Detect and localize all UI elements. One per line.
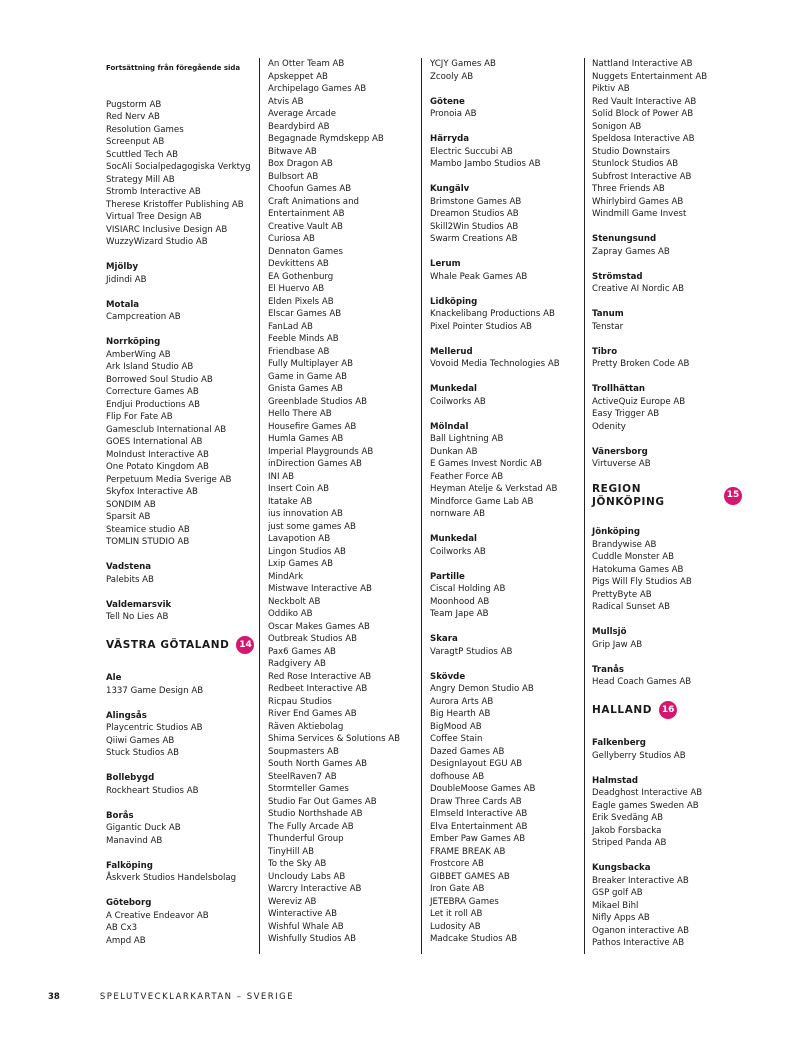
- company-name: Mindforce Game Lab AB: [430, 496, 534, 507]
- company-name: Wereviz AB: [268, 896, 317, 907]
- page-footer: [48, 992, 294, 1002]
- company-name: Lavapotion AB: [268, 534, 331, 544]
- company-name: Scuttled Tech AB: [106, 149, 178, 160]
- company-name: Ark Island Studio AB: [106, 362, 194, 372]
- company-name: Qiiwi Games AB: [106, 735, 175, 746]
- company-name: Odenity: [592, 421, 626, 432]
- company-name: Apskeppet AB: [268, 71, 328, 82]
- company-name: AmberWing AB: [106, 349, 171, 360]
- company-name: Pugstorm AB: [106, 99, 162, 110]
- company-name: Borrowed Soul Studio AB: [106, 374, 213, 385]
- company-name: GSP golf AB: [592, 888, 643, 898]
- company-name: Wishfully Studios AB: [268, 934, 357, 944]
- company-name: Vovoid Media Technologies AB: [430, 359, 560, 369]
- company-name: Thunderful Group: [268, 834, 344, 844]
- city-heading: Vadstena: [106, 562, 152, 572]
- city-group: [430, 571, 580, 621]
- company-name: Let it roll AB: [430, 909, 483, 919]
- company-name: Brimstone Games AB: [430, 196, 522, 207]
- company-name: Mikael Bihl: [592, 900, 639, 911]
- city-heading: Skövde: [430, 671, 466, 682]
- company-name: FRAME BREAK AB: [430, 846, 506, 857]
- company-name: Playcentric Studios AB: [106, 723, 203, 733]
- company-name: Stromb Interactive AB: [106, 187, 201, 197]
- company-name: Piktiv AB: [592, 84, 630, 94]
- company-name: Ember Paw Games AB: [430, 834, 526, 844]
- company-name: Housefire Games AB: [268, 421, 357, 432]
- city-heading: Munkedal: [430, 534, 477, 544]
- city-group: [592, 308, 742, 333]
- city-group: [430, 296, 580, 334]
- company-name: Team Jape AB: [430, 609, 489, 619]
- column-divider: [584, 58, 585, 954]
- company-name: inDirection Games AB: [268, 459, 362, 469]
- city-group: [592, 526, 742, 614]
- city-heading: Bollebygd: [106, 773, 155, 783]
- company-name: Shima Services & Solutions AB: [268, 734, 401, 744]
- company-name: Mistwave Interactive AB: [268, 584, 372, 594]
- company-name: To the Sky AB: [268, 859, 327, 869]
- company-name: Pronoia AB: [430, 109, 477, 119]
- company-name: Insert Coin AB: [268, 484, 329, 494]
- city-group: [592, 346, 742, 371]
- company-name: Windmill Game Invest: [592, 209, 687, 219]
- company-name: Curiosa AB: [268, 234, 315, 244]
- company-name: VISIARC Inclusive Design AB: [106, 224, 228, 235]
- company-name: Studio Downstairs: [592, 146, 670, 157]
- city-group: [106, 599, 256, 624]
- city-heading: Falkenberg: [592, 738, 646, 748]
- city-heading: Valdemarsvik: [106, 599, 172, 610]
- company-name: Perpetuum Media Sverige AB: [106, 474, 232, 485]
- company-name: South North Games AB: [268, 759, 368, 769]
- city-group: [106, 810, 256, 848]
- company-name: Solid Block of Power AB: [592, 109, 694, 119]
- company-name: Craft Animations and: [268, 196, 359, 207]
- company-name: Sonigon AB: [592, 121, 642, 132]
- company-name: dofhouse AB: [430, 771, 485, 782]
- company-name: An Otter Team AB: [268, 59, 345, 69]
- company-name: Average Arcade: [268, 109, 336, 119]
- company-name: Grip Jaw AB: [592, 639, 643, 650]
- company-name: Radgivery AB: [268, 659, 326, 669]
- company-name: AB Cx3: [106, 923, 138, 933]
- company-name: Atvis AB: [268, 96, 304, 107]
- company-name: ius innovation AB: [268, 509, 343, 519]
- city-heading: Skara: [430, 634, 458, 644]
- company-name: MoIndust Interactive AB: [106, 449, 209, 460]
- company-name: SONDIM AB: [106, 499, 156, 510]
- company-name: Therese Kristoffer Publishing AB: [106, 199, 244, 210]
- company-name: Feather Force AB: [430, 471, 504, 482]
- city-group: [106, 99, 256, 249]
- company-name: Winteractive AB: [268, 909, 337, 919]
- company-name: Skyfox Interactive AB: [106, 487, 198, 497]
- company-name: Feeble Minds AB: [268, 334, 339, 344]
- city-heading: Alingsås: [106, 710, 147, 721]
- company-name: Iron Gate AB: [430, 884, 485, 894]
- city-group: [430, 533, 580, 558]
- city-heading: Mullsjö: [592, 627, 627, 637]
- company-name: Itatake AB: [268, 496, 313, 507]
- company-name: Neckbolt AB: [268, 596, 321, 607]
- city-group: [592, 775, 742, 850]
- company-name: Pixel Pointer Studios AB: [430, 321, 532, 332]
- company-name: Tenstar: [592, 321, 624, 332]
- city-group: [592, 58, 742, 221]
- company-name: El Huervo AB: [268, 284, 325, 294]
- city-heading: Ale: [106, 673, 122, 683]
- company-name: Åskverk Studios Handelsbolag: [106, 873, 237, 883]
- company-name: Big Hearth AB: [430, 709, 491, 719]
- company-name: Knackelibang Productions AB: [430, 309, 555, 319]
- city-heading: Falköping: [106, 860, 153, 871]
- region-number-badge: 15: [724, 487, 742, 505]
- city-group: [430, 133, 580, 171]
- company-name: Studio Far Out Games AB: [268, 796, 377, 807]
- column-divider: [259, 58, 260, 954]
- company-name: Cuddle Monster AB: [592, 552, 675, 562]
- company-name: The Fully Arcade AB: [268, 821, 354, 832]
- company-name: Campcreation AB: [106, 312, 181, 322]
- company-name: Whirlybird Games AB: [592, 196, 684, 207]
- city-group: [106, 299, 256, 324]
- company-name: Gamesclub International AB: [106, 424, 227, 435]
- city-group: [430, 96, 580, 121]
- city-heading: Mjölby: [106, 262, 139, 272]
- city-group: [430, 383, 580, 408]
- company-name: Whale Peak Games AB: [430, 271, 528, 282]
- city-group: [592, 446, 742, 471]
- company-name: Stuck Studios AB: [106, 748, 180, 758]
- city-group: [592, 737, 742, 762]
- continuation-note: Fortsättning från föregående sida: [106, 64, 241, 72]
- company-name: Dreamon Studios AB: [430, 209, 519, 219]
- company-name: Oganon interactive AB: [592, 925, 690, 936]
- company-name: Lingon Studios AB: [268, 546, 346, 557]
- company-name: Coilworks AB: [430, 396, 486, 407]
- company-name: Beardybird AB: [268, 121, 330, 132]
- company-name: Heyman Atelje & Verkstad AB: [430, 484, 558, 494]
- city-group: [106, 261, 256, 286]
- company-name: Coffee Stain: [430, 734, 483, 744]
- company-name: Red Rose Interactive AB: [268, 671, 372, 682]
- city-heading: Norrköping: [106, 337, 161, 347]
- column-2: [268, 58, 418, 958]
- company-name: Creative AI Nordic AB: [592, 284, 685, 294]
- city-heading: Tanum: [592, 309, 624, 319]
- company-name: Breaker Interactive AB: [592, 875, 689, 886]
- company-name: Moonhood AB: [430, 596, 490, 607]
- company-name: Flip For Fate AB: [106, 412, 173, 422]
- city-group: [106, 672, 256, 697]
- company-name: Three Friends AB: [592, 184, 665, 194]
- company-name: Ciscal Holding AB: [430, 584, 506, 594]
- company-name: Ricpau Studios: [268, 696, 332, 707]
- city-group: [268, 58, 418, 946]
- company-name: Jidindi AB: [106, 274, 147, 285]
- company-name: Head Coach Games AB: [592, 677, 692, 687]
- company-name: Hello There AB: [268, 409, 332, 419]
- company-name: Pigs Will Fly Studios AB: [592, 577, 692, 587]
- city-heading: Göteborg: [106, 898, 152, 908]
- city-heading: Tibro: [592, 346, 618, 357]
- company-name: Gigantic Duck AB: [106, 823, 181, 833]
- company-name: Pathos Interactive AB: [592, 938, 685, 948]
- company-name: JETEBRA Games: [430, 896, 499, 907]
- city-heading: Motala: [106, 299, 140, 310]
- city-heading: Härryda: [430, 134, 470, 144]
- company-name: just some games AB: [268, 521, 356, 532]
- city-heading: Trollhättan: [592, 384, 646, 394]
- company-name: Brandywise AB: [592, 539, 657, 550]
- region-name: HALLAND: [592, 703, 653, 716]
- company-name: Pretty Broken Code AB: [592, 359, 690, 369]
- city-group: [106, 561, 256, 586]
- city-group: [592, 383, 742, 433]
- city-heading: Strömstad: [592, 271, 643, 282]
- column-divider: [421, 58, 422, 954]
- city-group: [106, 897, 256, 947]
- company-name: Elscar Games AB: [268, 309, 342, 319]
- column-4: [592, 58, 742, 962]
- company-name: Electric Succubi AB: [430, 146, 513, 157]
- company-name: TinyHill AB: [268, 846, 315, 857]
- company-name: Gellyberry Studios AB: [592, 750, 686, 761]
- city-group: [430, 633, 580, 658]
- company-name: Resolution Games: [106, 124, 184, 135]
- company-name: Elmseld Interactive AB: [430, 809, 528, 819]
- company-name: Bitwave AB: [268, 146, 317, 157]
- company-name: Rockheart Studios AB: [106, 785, 199, 796]
- company-name: Madcake Studios AB: [430, 934, 518, 944]
- company-name: nornware AB: [430, 509, 485, 519]
- company-name: Stunlock Studios AB: [592, 159, 679, 169]
- company-name: Bulbsort AB: [268, 171, 319, 182]
- company-name: FanLad AB: [268, 321, 313, 332]
- company-name: WuzzyWizard Studio AB: [106, 237, 208, 247]
- company-name: ActiveQuiz Europe AB: [592, 396, 686, 407]
- company-name: River End Games AB: [268, 709, 357, 719]
- city-heading: Partille: [430, 571, 465, 582]
- city-heading: Mölndal: [430, 421, 469, 432]
- company-name: Aurora Arts AB: [430, 696, 494, 707]
- company-name: Archipelago Games AB: [268, 84, 367, 94]
- company-name: PrettyByte AB: [592, 589, 652, 600]
- company-name: Wishful Whale AB: [268, 921, 344, 932]
- company-name: Speldosa Interactive AB: [592, 134, 695, 144]
- company-name: Ampd AB: [106, 935, 146, 946]
- column-3: [430, 58, 580, 958]
- company-name: Designlayout EGU AB: [430, 759, 523, 769]
- company-name: Palebits AB: [106, 574, 154, 585]
- company-name: Gnista Games AB: [268, 384, 343, 394]
- company-name: Tell No Lies AB: [106, 612, 169, 622]
- company-name: Striped Panda AB: [592, 838, 667, 848]
- company-name: Subfrost Interactive AB: [592, 171, 692, 182]
- city-group: [592, 233, 742, 258]
- company-name: Nifly Apps AB: [592, 913, 650, 923]
- company-name: Uncloudy Labs AB: [268, 871, 346, 882]
- company-name: Oddiko AB: [268, 609, 313, 619]
- city-heading: Jönköping: [592, 527, 640, 537]
- company-name: Easy Trigger AB: [592, 409, 660, 419]
- company-name: Räven Aktiebolag: [268, 721, 344, 732]
- company-name: Coilworks AB: [430, 546, 486, 557]
- company-name: Outbreak Studios AB: [268, 634, 357, 644]
- region-heading: [592, 483, 742, 508]
- company-name: Dennaton Games: [268, 246, 343, 257]
- city-group: [430, 258, 580, 283]
- company-name: Zapray Games AB: [592, 246, 670, 257]
- company-name: DoubleMoose Games AB: [430, 784, 536, 794]
- company-name: Devkittens AB: [268, 259, 329, 269]
- company-name: Box Dragon AB: [268, 159, 333, 169]
- company-name: Strategy Mill AB: [106, 174, 175, 185]
- company-name: Soupmasters AB: [268, 746, 339, 757]
- company-name: Dazed Games AB: [430, 746, 505, 757]
- company-name: Friendbase AB: [268, 346, 330, 357]
- company-name: Begagnade Rymdskepp AB: [268, 134, 384, 144]
- company-name: Swarm Creations AB: [430, 234, 518, 244]
- city-group: [592, 664, 742, 689]
- company-name: SocAli Socialpedagogiska Verktyg: [106, 162, 251, 172]
- company-name: Choofun Games AB: [268, 184, 352, 194]
- company-name: Sparsit AB: [106, 512, 151, 522]
- company-name: Ludosity AB: [430, 921, 481, 932]
- company-name: Dunkan AB: [430, 446, 478, 457]
- company-name: E Games Invest Nordic AB: [430, 459, 543, 469]
- company-name: Mambo Jambo Studios AB: [430, 159, 541, 169]
- city-group: [106, 336, 256, 549]
- company-name: Game in Game AB: [268, 371, 347, 382]
- company-name: Correcture Games AB: [106, 387, 199, 397]
- company-name: 1337 Game Design AB: [106, 685, 204, 696]
- company-name: Draw Three Cards AB: [430, 796, 522, 807]
- company-name: Zcooly AB: [430, 71, 474, 82]
- company-name: Hatokuma Games AB: [592, 564, 684, 575]
- company-name: SteelRaven7 AB: [268, 771, 337, 782]
- city-group: [430, 183, 580, 246]
- company-name: Lxip Games AB: [268, 559, 334, 569]
- company-name: BigMood AB: [430, 721, 482, 732]
- column-1: [106, 58, 256, 960]
- company-name: Ball Lightning AB: [430, 434, 504, 444]
- company-name: INI AB: [268, 471, 295, 482]
- city-group: [592, 862, 742, 950]
- city-heading: Halmstad: [592, 775, 639, 786]
- company-name: Oscar Makes Games AB: [268, 621, 370, 632]
- city-group: [592, 626, 742, 651]
- company-name: Entertainment AB: [268, 209, 345, 219]
- company-name: Steamice studio AB: [106, 524, 190, 535]
- company-name: Red Vault Interactive AB: [592, 96, 697, 107]
- company-name: Radical Sunset AB: [592, 602, 670, 612]
- company-name: VaragtP Studios AB: [430, 646, 513, 657]
- company-name: Humla Games AB: [268, 434, 344, 444]
- company-name: Eagle games Sweden AB: [592, 800, 699, 811]
- company-name: One Potato Kingdom AB: [106, 462, 209, 472]
- company-name: GIBBET GAMES AB: [430, 871, 510, 882]
- publication-title: SPELUTVECKLARKARTAN – SVERIGE: [99, 992, 295, 1002]
- company-name: Erik Svedäng AB: [592, 813, 664, 823]
- company-name: GOES International AB: [106, 437, 203, 447]
- city-heading: Lerum: [430, 259, 461, 269]
- region-name: VÄSTRA GÖTALAND: [106, 638, 230, 651]
- city-heading: Kungsbacka: [592, 863, 651, 873]
- city-group: [430, 671, 580, 946]
- city-heading: Borås: [106, 810, 134, 821]
- company-name: Stormteller Games: [268, 784, 349, 794]
- city-group: [106, 860, 256, 885]
- region-number-badge: 14: [236, 636, 254, 654]
- company-name: Frostcore AB: [430, 859, 484, 869]
- city-group: [592, 271, 742, 296]
- company-name: Redbeet Interactive AB: [268, 684, 368, 694]
- city-heading: Mellerud: [430, 346, 473, 357]
- company-name: YCJY Games AB: [430, 59, 496, 69]
- company-name: Creative Vault AB: [268, 221, 343, 232]
- company-name: Greenblade Studios AB: [268, 396, 367, 407]
- city-heading: Stenungsund: [592, 234, 657, 244]
- city-heading: Götene: [430, 96, 465, 107]
- city-heading: Tranås: [592, 664, 624, 675]
- company-name: EA Gothenburg: [268, 271, 334, 282]
- company-name: Red Nerv AB: [106, 112, 160, 122]
- company-name: MindArk: [268, 571, 304, 582]
- company-name: A Creative Endeavor AB: [106, 910, 209, 921]
- company-name: TOMLIN STUDIO AB: [106, 537, 190, 547]
- company-name: Jakob Forsbacka: [592, 825, 662, 836]
- page-number: 38: [48, 992, 60, 1002]
- company-name: Warcry Interactive AB: [268, 884, 362, 894]
- company-name: Nuggets Entertainment AB: [592, 71, 708, 82]
- company-name: Endjui Productions AB: [106, 399, 200, 410]
- city-heading: Munkedal: [430, 384, 477, 394]
- city-group: [106, 772, 256, 797]
- city-group: [106, 710, 256, 760]
- city-group: [430, 346, 580, 371]
- company-name: Angry Demon Studio AB: [430, 684, 534, 694]
- company-name: Elden Pixels AB: [268, 296, 334, 307]
- region-number-badge: 16: [659, 701, 677, 719]
- city-group: [430, 421, 580, 521]
- company-name: Nattland Interactive AB: [592, 59, 693, 69]
- region-heading: [106, 636, 256, 654]
- city-heading: Kungälv: [430, 184, 470, 194]
- company-name: Manavind AB: [106, 835, 163, 846]
- company-name: Pax6 Games AB: [268, 646, 336, 657]
- company-name: Imperial Playgrounds AB: [268, 446, 374, 457]
- company-name: Elva Entertainment AB: [430, 821, 528, 832]
- company-name: Fully Multiplayer AB: [268, 359, 354, 369]
- company-name: Studio Northshade AB: [268, 809, 363, 819]
- region-name: REGION JÖNKÖPING: [592, 483, 665, 508]
- region-heading: [592, 701, 742, 719]
- company-name: Virtual Tree Design AB: [106, 212, 202, 222]
- city-heading: Lidköping: [430, 296, 478, 307]
- company-name: Screenput AB: [106, 137, 165, 147]
- city-heading: Vänersborg: [592, 446, 648, 457]
- city-group: [430, 58, 580, 83]
- company-name: Virtuverse AB: [592, 459, 651, 469]
- company-name: Skill2Win Studios AB: [430, 221, 519, 232]
- company-name: Deadghost Interactive AB: [592, 788, 703, 798]
